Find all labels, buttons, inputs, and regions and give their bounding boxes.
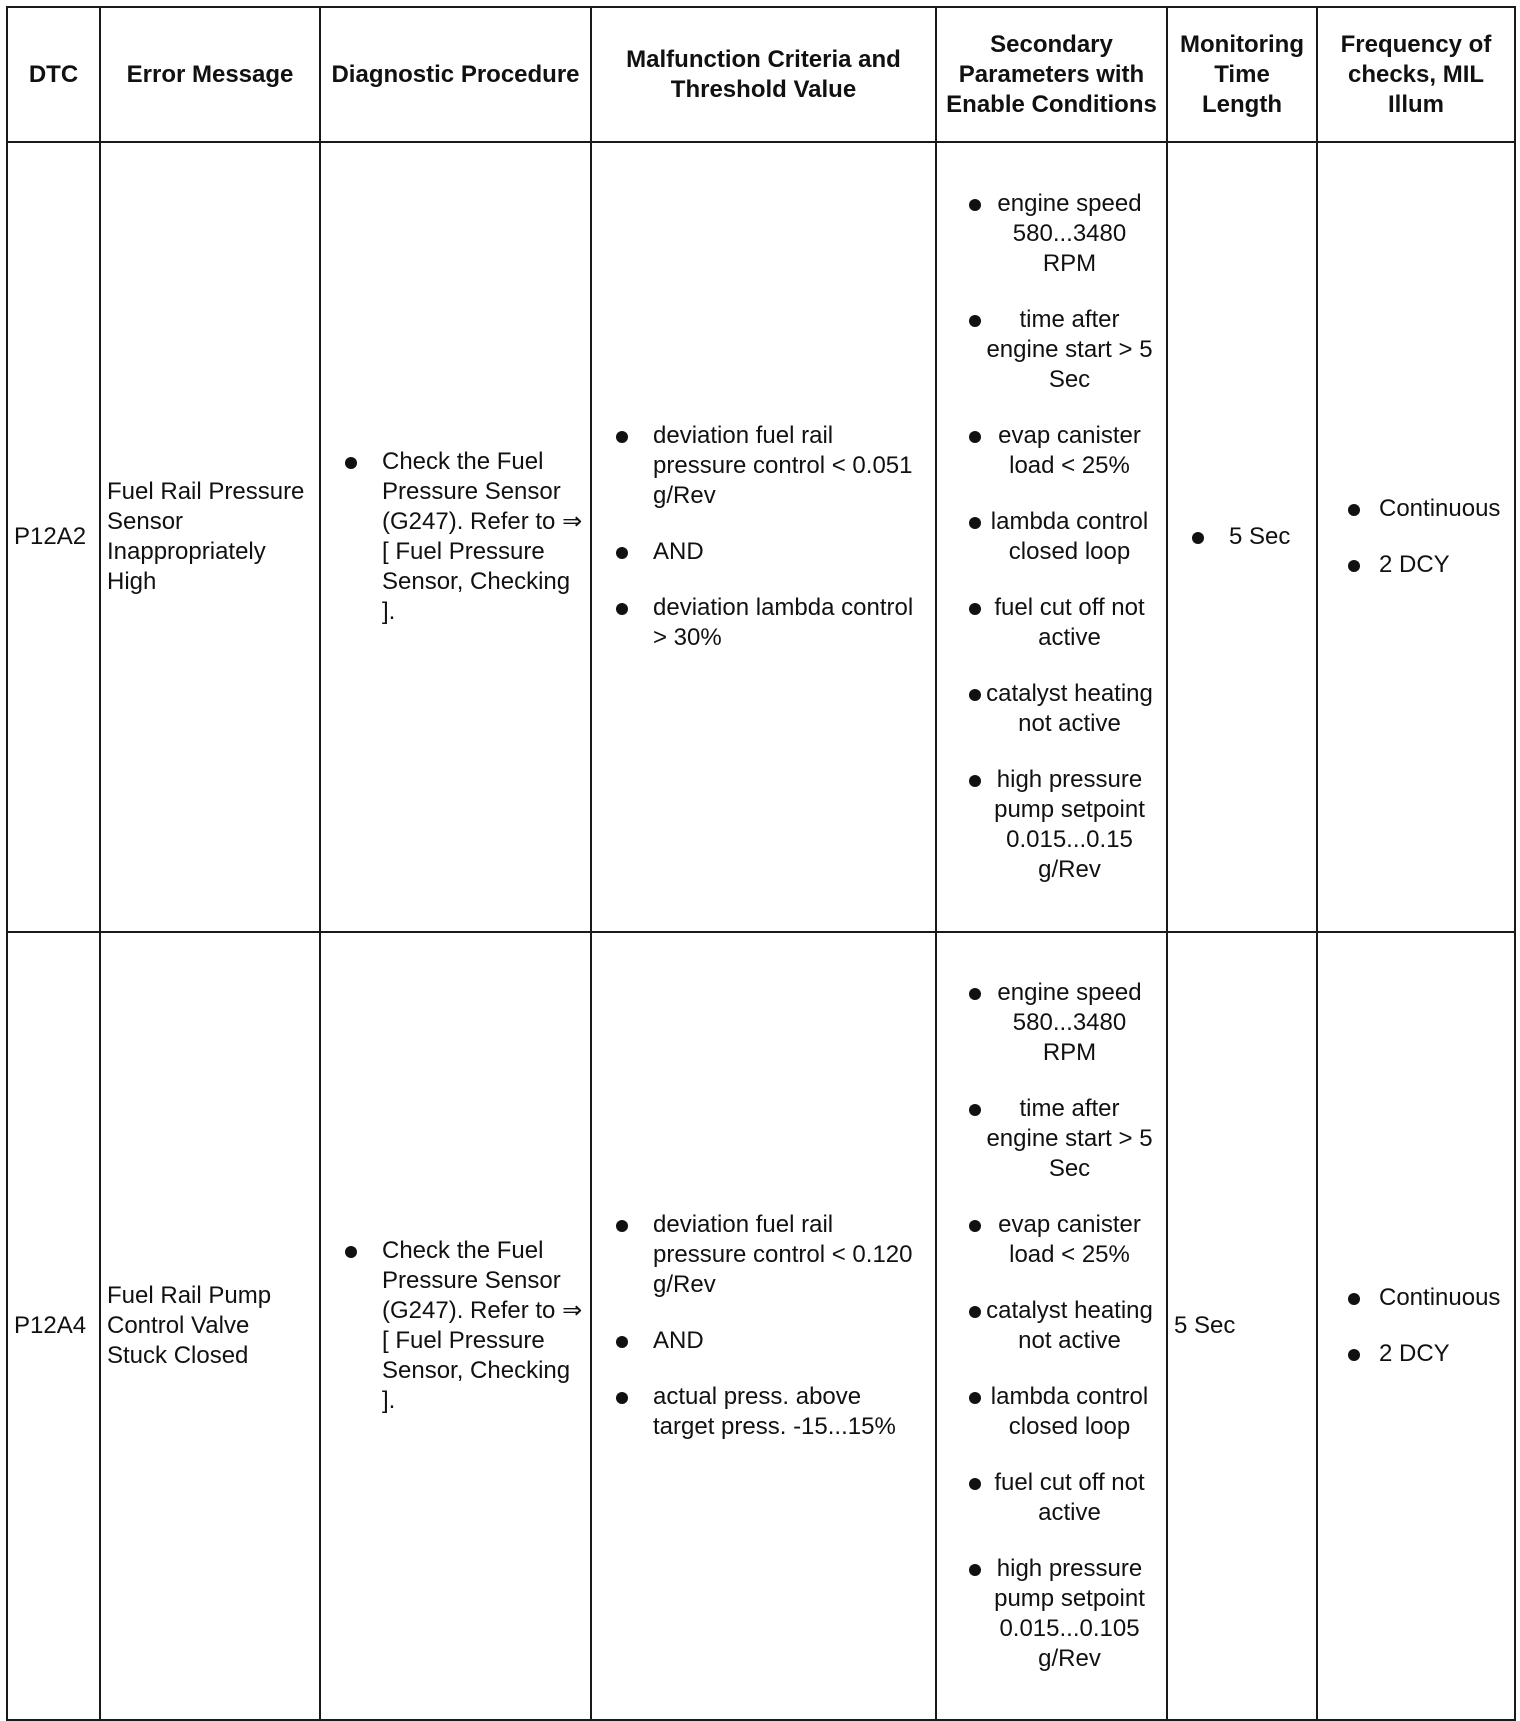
list-item <box>598 1210 929 1300</box>
param-text: lambda control closed loop <box>990 1383 1149 1440</box>
monitoring-time-cell <box>1167 142 1317 932</box>
secondary-parameters-cell <box>936 932 1167 1720</box>
secondary-parameters-cell <box>936 142 1167 932</box>
monitoring-time: 5 Sec <box>1167 932 1317 1720</box>
list-item <box>598 421 929 511</box>
table-row <box>7 932 1515 1720</box>
list-item <box>598 593 929 653</box>
diagnostic-procedure: Check the Fuel Pressure Sensor (G247). Refer to ⇒ [ Fuel Pressure Sensor, Checking ]. <box>382 448 583 625</box>
param-text: high pressure pump setpoint 0.015...0.15 g/Rev <box>994 766 1145 883</box>
bullet-icon <box>969 775 981 787</box>
bullet-icon <box>616 547 628 559</box>
list-item <box>598 1382 929 1442</box>
param-text: evap canister load < 25% <box>998 1211 1141 1268</box>
param-text: evap canister load < 25% <box>998 422 1141 479</box>
malfunction-criteria-cell <box>591 142 936 932</box>
param-text: lambda control closed loop <box>990 508 1149 565</box>
frequency-cell <box>1317 142 1515 932</box>
list-item <box>1324 1339 1508 1369</box>
bullet-icon <box>1348 504 1360 516</box>
bullet-icon <box>969 1478 981 1490</box>
frequency-text: Continuous <box>1379 495 1501 522</box>
bullet-icon <box>616 603 628 615</box>
frequency-text: 2 DCY <box>1379 551 1450 578</box>
list-item <box>943 978 1160 1068</box>
param-text: fuel cut off not active <box>994 1469 1145 1526</box>
bullet-icon <box>345 1246 357 1258</box>
bullet-icon <box>616 1220 628 1232</box>
param-text: time after engine start > 5 Sec <box>986 306 1153 393</box>
dtc-table <box>6 6 1516 1721</box>
bullet-icon <box>969 1564 981 1576</box>
list-item <box>943 1296 1160 1356</box>
list-item <box>1324 550 1508 580</box>
criteria-text: deviation fuel rail pressure control < 0.051 g/Rev <box>653 422 913 509</box>
list-item <box>943 593 1160 653</box>
bullet-icon <box>969 517 981 529</box>
criteria-text: actual press. above target press. -15...15% <box>653 1383 896 1440</box>
error-message: Fuel Rail Pressure Sensor Inappropriately High <box>100 142 320 932</box>
bullet-icon <box>969 689 981 701</box>
param-text: fuel cut off not active <box>994 594 1145 651</box>
header-diagnostic-procedure: Diagnostic Procedure <box>320 7 591 142</box>
param-text: catalyst heating not active <box>986 680 1153 737</box>
diagnostic-procedure-cell <box>320 142 591 932</box>
list-item <box>943 507 1160 567</box>
list-item <box>943 189 1160 279</box>
bullet-icon <box>969 199 981 211</box>
header-malfunction-criteria: Malfunction Criteria and Threshold Value <box>591 7 936 142</box>
list-item <box>1324 1283 1508 1313</box>
list-item <box>943 1468 1160 1528</box>
bullet-icon <box>969 603 981 615</box>
frequency-text: 2 DCY <box>1379 1340 1450 1367</box>
diagnostic-procedure-cell <box>320 932 591 1720</box>
bullet-icon <box>969 315 981 327</box>
bullet-icon <box>1348 560 1360 572</box>
diagnostic-procedure: Check the Fuel Pressure Sensor (G247). Refer to ⇒ [ Fuel Pressure Sensor, Checking ]. <box>382 1237 583 1414</box>
header-secondary-parameters: Secondary Parameters with Enable Conditions <box>936 7 1167 142</box>
header-frequency: Frequency of checks, MIL Illum <box>1317 7 1515 142</box>
list-item <box>943 765 1160 885</box>
frequency-text: Continuous <box>1379 1284 1501 1311</box>
param-text: catalyst heating not active <box>986 1297 1153 1354</box>
list-item <box>598 537 929 567</box>
dtc-code: P12A4 <box>7 932 100 1720</box>
header-monitoring-time: Monitoring Time Length <box>1167 7 1317 142</box>
list-item <box>1174 522 1310 552</box>
monitoring-time: 5 Sec <box>1229 523 1291 550</box>
list-item <box>943 305 1160 395</box>
malfunction-criteria-cell <box>591 932 936 1720</box>
header-error-message: Error Message <box>100 7 320 142</box>
criteria-text: deviation lambda control > 30% <box>653 594 914 651</box>
list-item <box>943 421 1160 481</box>
list-item <box>943 1210 1160 1270</box>
list-item <box>327 447 584 627</box>
bullet-icon <box>969 1306 981 1318</box>
param-text: engine speed 580...3480 RPM <box>997 190 1142 277</box>
param-text: time after engine start > 5 Sec <box>986 1095 1153 1182</box>
criteria-text: deviation fuel rail pressure control < 0.120 g/Rev <box>653 1211 913 1298</box>
bullet-icon <box>1348 1349 1360 1361</box>
bullet-icon <box>969 1392 981 1404</box>
list-item <box>1324 494 1508 524</box>
bullet-icon <box>969 1220 981 1232</box>
bullet-icon <box>969 988 981 1000</box>
bullet-icon <box>616 1392 628 1404</box>
list-item <box>943 1094 1160 1184</box>
list-item <box>943 679 1160 739</box>
criteria-text: AND <box>653 538 704 565</box>
bullet-icon <box>969 431 981 443</box>
error-message: Fuel Rail Pump Control Valve Stuck Closed <box>100 932 320 1720</box>
header-dtc: DTC <box>7 7 100 142</box>
criteria-text: AND <box>653 1327 704 1354</box>
list-item <box>327 1236 584 1416</box>
table-row <box>7 142 1515 932</box>
frequency-cell <box>1317 932 1515 1720</box>
param-text: high pressure pump setpoint 0.015...0.105 g/Rev <box>994 1555 1145 1672</box>
bullet-icon <box>616 1336 628 1348</box>
bullet-icon <box>969 1104 981 1116</box>
bullet-icon <box>616 431 628 443</box>
param-text: engine speed 580...3480 RPM <box>997 979 1142 1066</box>
list-item <box>598 1326 929 1356</box>
bullet-icon <box>1348 1293 1360 1305</box>
bullet-icon <box>1192 532 1204 544</box>
bullet-icon <box>345 457 357 469</box>
list-item <box>943 1554 1160 1674</box>
list-item <box>943 1382 1160 1442</box>
header-row <box>7 7 1515 142</box>
dtc-code: P12A2 <box>7 142 100 932</box>
